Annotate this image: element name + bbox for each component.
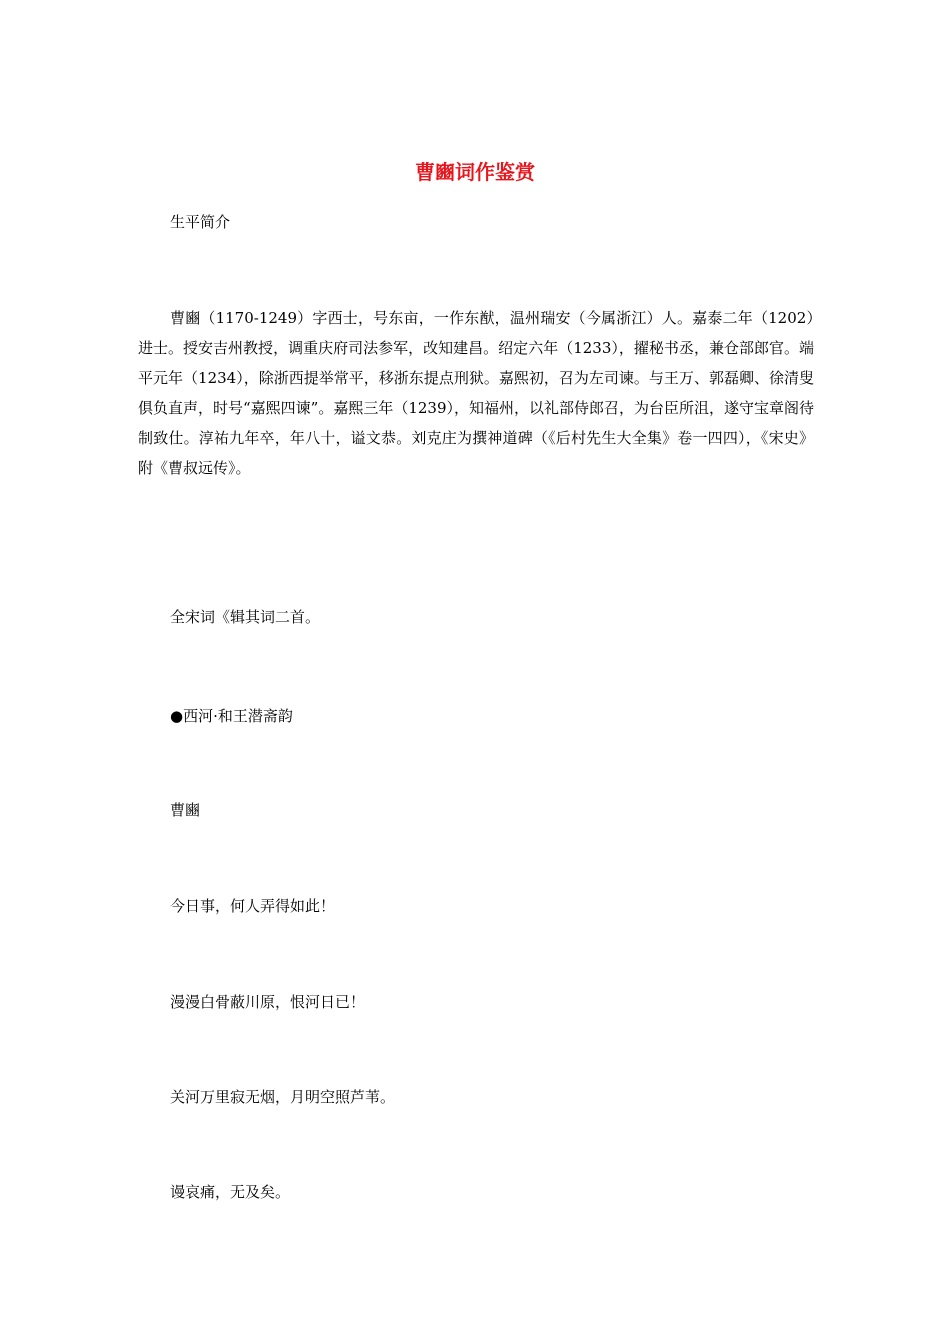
poem-line: 关河万里寂无烟，月明空照芦苇。	[170, 1088, 396, 1106]
poem-title: ●西河·和王潜斋韵	[170, 707, 293, 725]
poem-line: 今日事，何人弄得如此！	[170, 897, 336, 915]
poem-line: 漫漫白骨蔽川原，恨河日已！	[170, 993, 366, 1011]
poem-line: 谩哀痛，无及矣。	[170, 1183, 291, 1201]
biography-paragraph: 曹豳（1170-1249）字西士，号东亩，一作东猷，温州瑞安（今属浙江）人。嘉泰二年（1202）进士。授安吉州教授，调重庆府司法参军，改知建昌。绍定六年（1233），擢秘书丞，兼仓部郎官。端平元年（1234），除浙西提举常平，移浙东提点刑狱。嘉熙初，召为左司谏。与王万、郭磊卿、徐清叟俱负直声，时号“嘉熙四谏”。嘉熙三年（1239），知福州，以礼部侍郎召，为台臣所沮，遂守宝章阁待制致仕。淳祐九年卒，年八十，谥文恭。刘克庄为撰神道碑（《后村先生大全集》卷一四四），《宋史》附《曹叔远传》。	[138, 309, 815, 477]
section-heading: 生平简介	[170, 213, 231, 231]
collection-note: 全宋词《辑其词二首。	[170, 608, 321, 626]
poem-author: 曹豳	[170, 801, 201, 819]
document-title: 曹豳词作鉴赏	[415, 160, 535, 184]
